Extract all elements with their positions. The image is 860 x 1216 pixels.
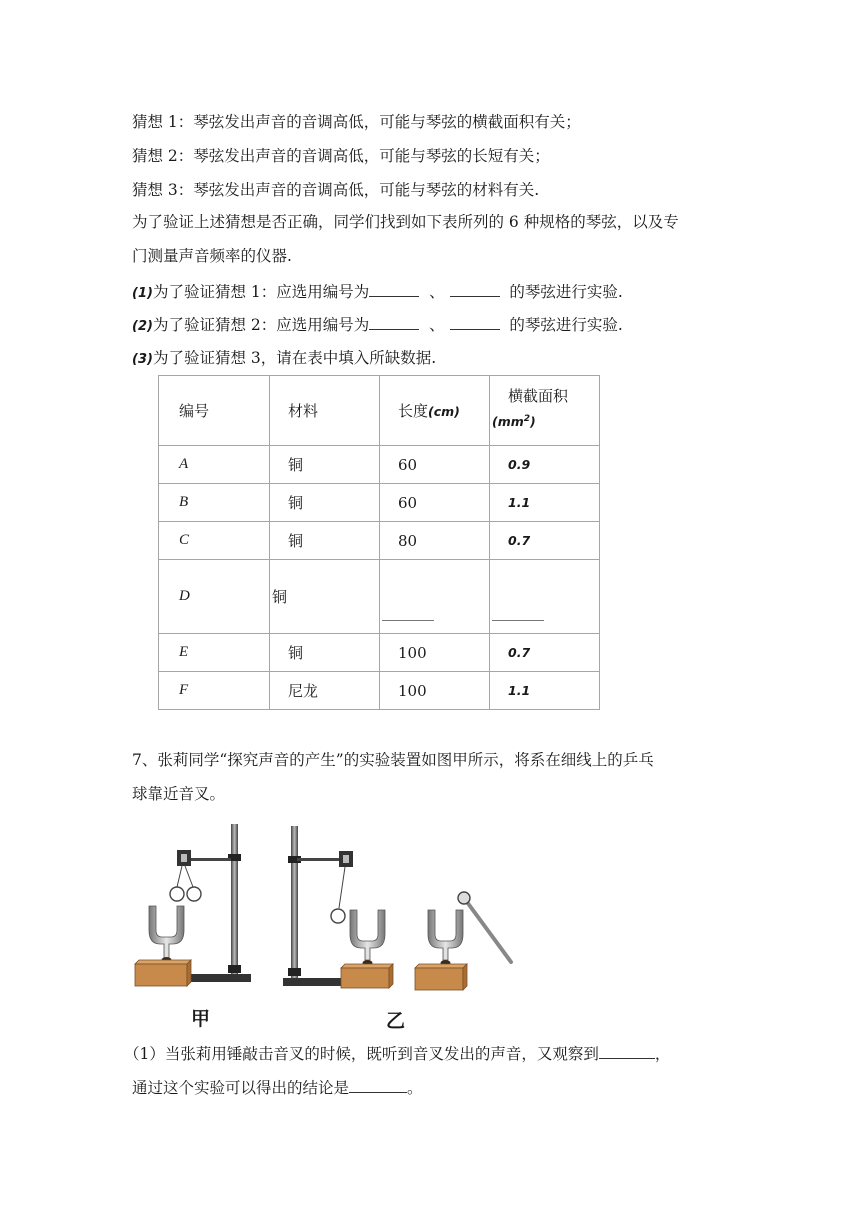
rubber-hammer [458, 892, 511, 962]
question-3 [132, 348, 436, 370]
hypothesis-1: 猜想 1：琴弦发出声音的音调高低，可能与琴弦的横截面积有关； [132, 113, 581, 131]
question-number: (2) [132, 319, 153, 334]
wooden-box-a [135, 960, 191, 986]
area-blank-cell[interactable] [490, 560, 600, 634]
wooden-box-c [415, 964, 467, 990]
table-header-row [159, 376, 600, 446]
answer-blank[interactable] [599, 1044, 655, 1059]
header-length: 长度(cm) [380, 376, 490, 446]
answer-blank[interactable] [369, 315, 419, 330]
question-number: (1) [132, 286, 153, 301]
table-row: E 铜 100 0.7 [159, 634, 600, 672]
answer-blank[interactable] [369, 282, 419, 297]
header-id: 编号 [159, 376, 270, 446]
question-7-line-2: 球靠近音叉。 [132, 785, 226, 803]
tuning-fork-a [149, 906, 184, 963]
answer-blank[interactable] [450, 315, 500, 330]
header-material: 材料 [270, 376, 380, 446]
intro-line-2: 门测量声音频率的仪器. [132, 247, 292, 265]
table-row: F 尼龙 100 1.1 [159, 672, 600, 710]
header-area: 横截面积 $(mm^2)$ [490, 376, 600, 446]
question-text: 为了验证猜想 3，请在表中填入所缺数据. [152, 349, 437, 367]
pendulum-balls-a [170, 866, 201, 901]
table-row: B 铜 60 1.1 [159, 484, 600, 522]
answer-blank[interactable] [349, 1078, 407, 1093]
separator: 、 [429, 283, 445, 301]
tuning-fork-b [350, 910, 385, 966]
pendulum-ball-b [331, 867, 345, 923]
question-7-sub-1-line-2: 通过这个实验可以得出的结论是 。 [132, 1079, 423, 1097]
question-2 [132, 315, 623, 337]
question-text-end: 的琴弦进行实验. [509, 283, 623, 301]
wooden-box-b [341, 964, 393, 988]
tuning-fork-experiment-figure [125, 818, 525, 998]
figure-caption-yi: 乙 [386, 1010, 406, 1032]
question-text: 为了验证猜想 1：应选用编号为 [152, 283, 370, 301]
hypothesis-2: 猜想 2：琴弦发出声音的音调高低，可能与琴弦的长短有关； [132, 147, 550, 165]
tuning-fork-c [428, 910, 463, 966]
figure-caption-jia: 甲 [191, 1008, 211, 1030]
answer-blank[interactable] [450, 282, 500, 297]
question-7-line-1: 7、张莉同学“探究声音的产生”的实验装置如图甲所示，将系在细线上的乒乓 [132, 751, 654, 769]
length-blank-cell[interactable] [380, 560, 490, 634]
hypothesis-3: 猜想 3：琴弦发出声音的音调高低，可能与琴弦的材料有关. [132, 181, 540, 199]
intro-line-1: 为了验证上述猜想是否正确，同学们找到如下表所列的 6 种规格的琴弦，以及专 [132, 213, 679, 231]
string-spec-table [158, 375, 600, 710]
separator: 、 [429, 316, 445, 334]
stand-a [177, 824, 251, 982]
stand-b [283, 826, 353, 986]
question-text-end: 的琴弦进行实验. [509, 316, 623, 334]
table-row: A 铜 60 0.9 [159, 446, 600, 484]
table-row: C 铜 80 0.7 [159, 522, 600, 560]
question-7-sub-1-line-1: （1）当张莉用锤敲击音叉的时候，既听到音叉发出的声音，又观察到 ， [124, 1045, 671, 1063]
question-1 [132, 282, 623, 304]
table-row: D 铜 [159, 560, 600, 634]
question-number: (3) [132, 352, 153, 367]
question-text: 为了验证猜想 2：应选用编号为 [152, 316, 370, 334]
